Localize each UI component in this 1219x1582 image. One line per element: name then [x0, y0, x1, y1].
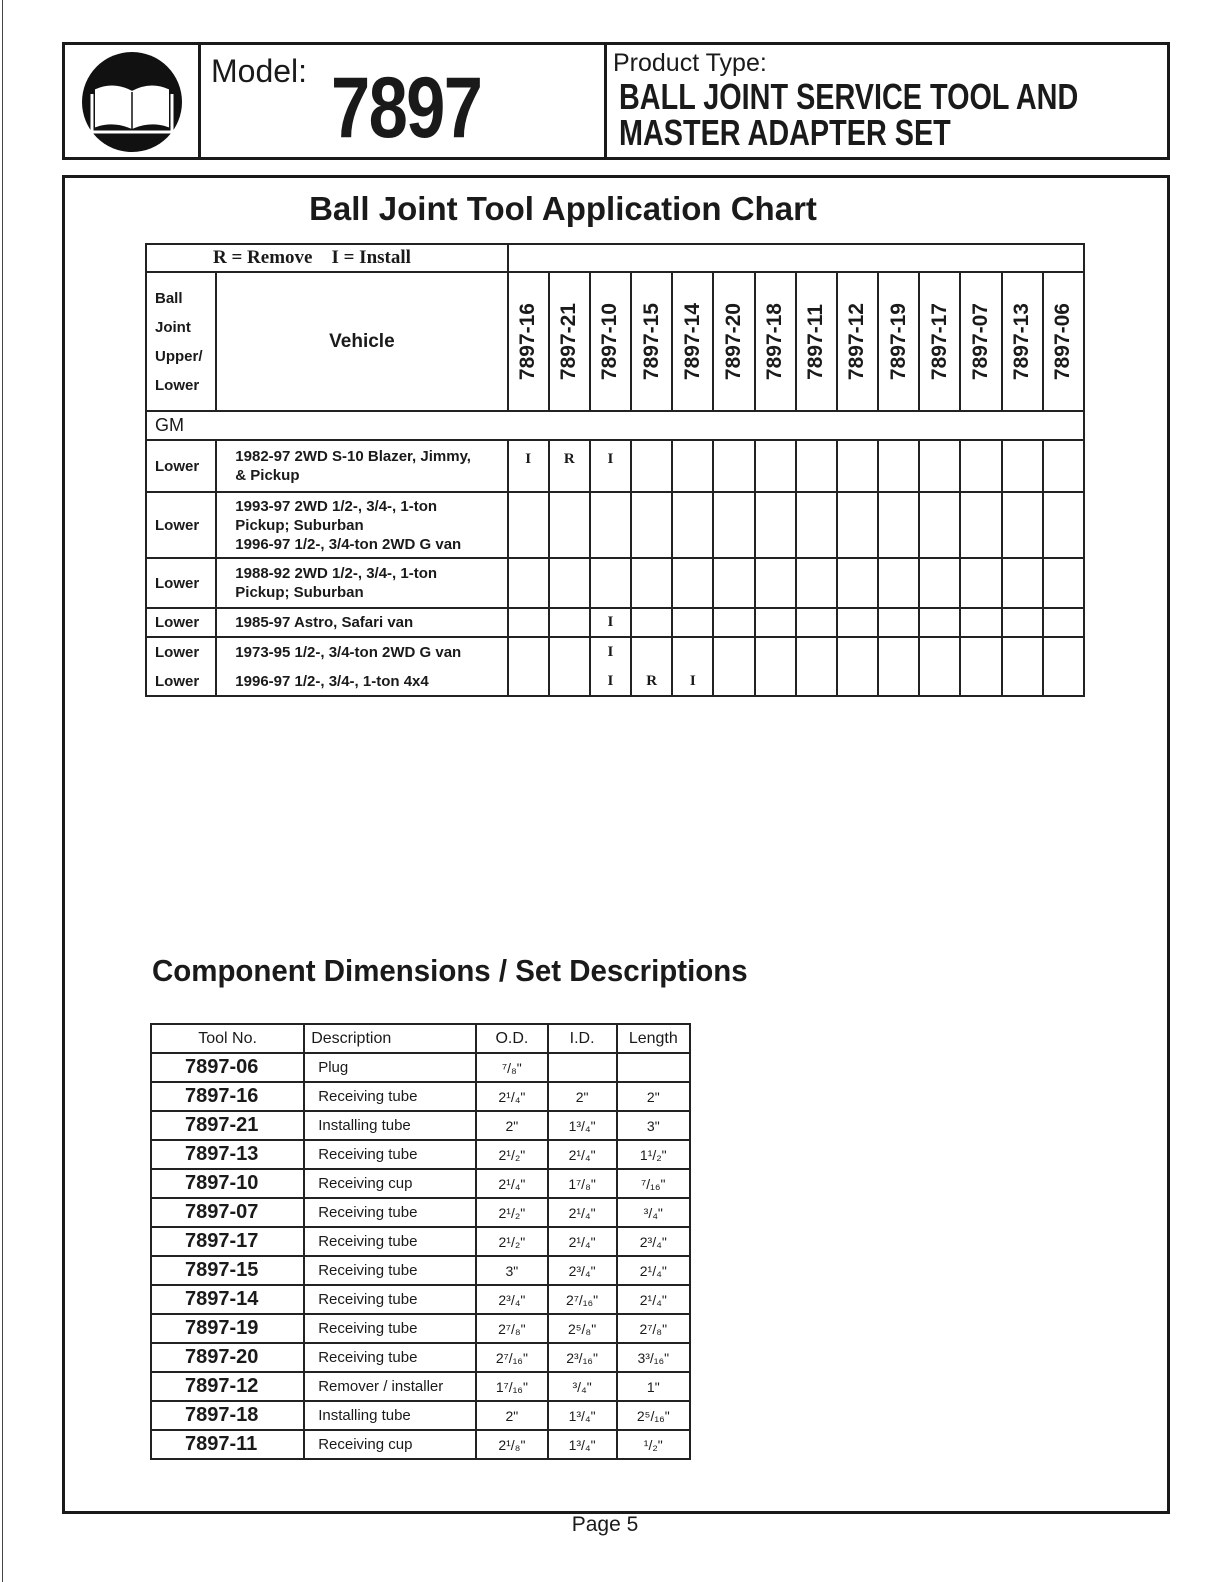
tool-mark-cell: [590, 558, 631, 608]
tool-mark-cell: [1043, 608, 1084, 637]
tool-mark-cell: [1002, 492, 1043, 558]
tool-mark-cell: [1043, 558, 1084, 608]
tool-mark-cell: [755, 608, 796, 637]
outer-diameter-cell: 2¹/₂": [476, 1140, 547, 1169]
tool-number: 7897-10: [598, 302, 622, 381]
legend-row: [146, 244, 1084, 272]
tool-number: 7897-07: [969, 302, 992, 381]
tool-mark-cell: [508, 608, 549, 637]
tool-column-header: [878, 272, 919, 411]
outer-diameter-cell: 2": [476, 1111, 547, 1140]
vehicle-cell: [216, 667, 507, 696]
tool-mark-cell: [919, 440, 960, 492]
component-row: [151, 1198, 690, 1227]
upper-lower-header-line: Joint: [155, 318, 191, 336]
description-cell: Receiving tube: [304, 1314, 476, 1343]
application-row: [146, 667, 1084, 696]
tool-mark-cell: [631, 637, 672, 667]
outer-diameter-cell: 2¹/₂": [476, 1198, 547, 1227]
length-cell: 2⁵/₁₆": [617, 1401, 690, 1430]
application-row: [146, 637, 1084, 667]
inner-diameter-cell: 2³/₄": [548, 1256, 617, 1285]
legend-cell: [146, 244, 508, 272]
length-cell: 3³/₁₆": [617, 1343, 690, 1372]
tool-mark-cell: [590, 492, 631, 558]
tool-column-header: [796, 272, 837, 411]
length-cell: 1¹/₂": [617, 1140, 690, 1169]
vehicle-cell: [216, 492, 507, 558]
tool-mark-cell: [919, 492, 960, 558]
description-cell: Installing tube: [304, 1401, 476, 1430]
tool-column-header: [1002, 272, 1043, 411]
tool-mark-cell: [508, 667, 549, 696]
tool-mark-cell: [1002, 667, 1043, 696]
tool-column-header: [1043, 272, 1084, 411]
description-cell: Remover / installer: [304, 1372, 476, 1401]
tool-column-header: [837, 272, 878, 411]
vehicle-line: 1988-92 2WD 1/2-, 3/4-, 1-ton: [235, 565, 438, 582]
component-row: [151, 1430, 690, 1459]
length-cell: 3": [617, 1111, 690, 1140]
tool-mark-cell: [549, 608, 590, 637]
tool-mark-cell: [1043, 637, 1084, 667]
tool-number: 7897-18: [763, 302, 787, 381]
tool-mark-cell: [508, 637, 549, 667]
component-row: [151, 1285, 690, 1314]
component-header-cell: Description: [304, 1024, 476, 1053]
vehicle-cell: [216, 637, 507, 667]
inner-diameter-cell: ³/₄": [548, 1372, 617, 1401]
description-cell: Receiving tube: [304, 1256, 476, 1285]
tool-mark-cell: [796, 637, 837, 667]
tool-number: 7897-11: [804, 303, 828, 380]
outer-diameter-cell: 2¹/₄": [476, 1082, 547, 1111]
tool-mark-cell: [837, 667, 878, 696]
tool-mark-cell: [713, 558, 754, 608]
tool-mark-cell: [837, 440, 878, 492]
tool-number: 7897-21: [557, 302, 581, 381]
tool-mark-cell: [960, 637, 1001, 667]
tool-number: 7897-12: [845, 302, 869, 381]
tool-mark-cell: [672, 637, 713, 667]
component-header-row: [151, 1024, 690, 1053]
tool-mark-cell: [508, 492, 549, 558]
tool-mark-cell: [796, 492, 837, 558]
tool-number: 7897-15: [639, 302, 663, 381]
vehicle-line: 1973-95 1/2-, 3/4-ton 2WD G van: [235, 644, 462, 661]
inner-diameter-cell: 1³/₄": [548, 1111, 617, 1140]
tool-mark-cell: [713, 608, 754, 637]
position-cell: Lower: [146, 637, 216, 667]
tool-number-cell: 7897-18: [151, 1401, 304, 1430]
tool-mark-cell: [1002, 608, 1043, 637]
component-row: [151, 1227, 690, 1256]
outer-diameter-cell: 1⁷/₁₆": [476, 1372, 547, 1401]
tool-mark-cell: I: [672, 667, 713, 696]
tool-mark-cell: [796, 667, 837, 696]
outer-diameter-cell: 2¹/₄": [476, 1169, 547, 1198]
tool-column-header: [755, 272, 796, 411]
outer-diameter-cell: 2⁷/₈": [476, 1314, 547, 1343]
tool-number: 7897-19: [886, 302, 910, 381]
tool-number-cell: 7897-11: [151, 1430, 304, 1459]
inner-diameter-cell: [548, 1053, 617, 1082]
component-row: [151, 1314, 690, 1343]
vehicle-line: Pickup; Suburban: [235, 584, 364, 601]
position-cell: Lower: [146, 492, 216, 558]
tool-column-header: [919, 272, 960, 411]
vehicle-line: 1985-97 Astro, Safari van: [235, 614, 414, 631]
description-cell: Receiving tube: [304, 1198, 476, 1227]
tool-mark-cell: [837, 492, 878, 558]
tool-mark-cell: [878, 637, 919, 667]
tool-mark-cell: [1002, 558, 1043, 608]
tool-mark-cell: [878, 608, 919, 637]
length-cell: 2⁷/₈": [617, 1314, 690, 1343]
upper-lower-header-line: Ball: [155, 289, 183, 307]
tool-mark-cell: [837, 637, 878, 667]
tool-mark-cell: [672, 492, 713, 558]
inner-diameter-cell: 2⁷/₁₆": [548, 1285, 617, 1314]
model-label: Model:: [211, 53, 308, 89]
upper-lower-header-line: Lower: [155, 376, 200, 394]
vehicle-header: Vehicle: [216, 272, 507, 411]
tool-mark-cell: I: [590, 637, 631, 667]
vehicle-line: & Pickup: [235, 467, 300, 484]
description-cell: Receiving tube: [304, 1227, 476, 1256]
description-cell: Installing tube: [304, 1111, 476, 1140]
tool-mark-cell: [960, 608, 1001, 637]
component-row: [151, 1169, 690, 1198]
application-chart-table: [145, 243, 1085, 697]
inner-diameter-cell: 1³/₄": [548, 1430, 617, 1459]
tool-mark-cell: [919, 667, 960, 696]
component-row: [151, 1401, 690, 1430]
tool-number-cell: 7897-07: [151, 1198, 304, 1227]
tool-number-cell: 7897-14: [151, 1285, 304, 1314]
inner-diameter-cell: 2³/₁₆": [548, 1343, 617, 1372]
description-cell: Receiving tube: [304, 1140, 476, 1169]
tool-column-header: [590, 272, 631, 411]
component-row: [151, 1372, 690, 1401]
product-type-line: BALL JOINT SERVICE TOOL AND: [619, 76, 1079, 117]
tool-number-cell: 7897-16: [151, 1082, 304, 1111]
tool-mark-cell: [672, 440, 713, 492]
upper-lower-header: [146, 272, 216, 411]
vehicle-line: 1996-97 1/2-, 3/4-, 1-ton 4x4: [235, 672, 429, 690]
component-row: [151, 1256, 690, 1285]
vehicle-cell: [216, 558, 507, 608]
vehicle-line: Pickup; Suburban: [235, 516, 364, 534]
inner-diameter-cell: 2": [548, 1082, 617, 1111]
length-cell: ³/₄": [617, 1198, 690, 1227]
tool-mark-cell: [549, 637, 590, 667]
tool-mark-cell: I: [590, 608, 631, 637]
tool-mark-cell: [878, 440, 919, 492]
tool-mark-cell: [631, 608, 672, 637]
position-cell: Lower: [146, 608, 216, 637]
tool-mark-cell: [878, 667, 919, 696]
component-header-cell: Length: [617, 1024, 690, 1053]
tool-mark-cell: [549, 667, 590, 696]
component-dimensions-table: [150, 1023, 691, 1460]
product-type-label: Product Type:: [613, 49, 767, 77]
description-cell: Receiving cup: [304, 1430, 476, 1459]
application-chart-title: Ball Joint Tool Application Chart: [309, 190, 817, 227]
length-cell: 2¹/₄": [617, 1285, 690, 1314]
tool-mark-cell: [713, 492, 754, 558]
tool-number: 7897-14: [680, 302, 704, 381]
group-label: GM: [146, 411, 1084, 440]
inner-diameter-cell: 2⁵/₈": [548, 1314, 617, 1343]
tool-mark-cell: [960, 558, 1001, 608]
model-number: 7897: [331, 60, 482, 156]
vehicle-cell: [216, 440, 507, 492]
tool-number: 7897-16: [516, 302, 540, 381]
outer-diameter-cell: 2³/₄": [476, 1285, 547, 1314]
description-cell: Plug: [304, 1053, 476, 1082]
outer-diameter-cell: 3": [476, 1256, 547, 1285]
tool-number-cell: 7897-12: [151, 1372, 304, 1401]
tool-mark-cell: I: [590, 440, 631, 492]
tool-column-header: [960, 272, 1001, 411]
tool-mark-cell: [837, 558, 878, 608]
inner-diameter-cell: 1⁷/₈": [548, 1169, 617, 1198]
tool-mark-cell: [631, 492, 672, 558]
tool-mark-cell: [755, 637, 796, 667]
component-dimensions-title: Component Dimensions / Set Descriptions: [152, 953, 748, 988]
tool-number-cell: 7897-19: [151, 1314, 304, 1343]
model-cell: [201, 45, 607, 157]
tool-mark-cell: [960, 440, 1001, 492]
component-header-cell: Tool No.: [151, 1024, 304, 1053]
vehicle-line: 1996-97 1/2-, 3/4-ton 2WD G van: [235, 535, 462, 553]
tool-number-cell: 7897-21: [151, 1111, 304, 1140]
position-cell: Lower: [146, 440, 216, 492]
tool-number-cell: 7897-17: [151, 1227, 304, 1256]
product-type-line: MASTER ADAPTER SET: [619, 112, 951, 153]
tool-column-header: [508, 272, 549, 411]
length-cell: ¹/₂": [617, 1430, 690, 1459]
tool-number-cell: 7897-10: [151, 1169, 304, 1198]
product-type-value: [619, 76, 1079, 153]
application-row: [146, 492, 1084, 558]
length-cell: 2¹/₄": [617, 1256, 690, 1285]
tool-mark-cell: [1002, 637, 1043, 667]
application-row: [146, 608, 1084, 637]
length-cell: 2": [617, 1082, 690, 1111]
legend-blank: [508, 244, 1084, 272]
tool-mark-cell: [672, 608, 713, 637]
length-cell: ⁷/₁₆": [617, 1169, 690, 1198]
tool-mark-cell: [919, 608, 960, 637]
tool-mark-cell: R: [631, 667, 672, 696]
description-cell: Receiving tube: [304, 1285, 476, 1314]
tool-mark-cell: [919, 637, 960, 667]
tool-mark-cell: R: [549, 440, 590, 492]
component-row: [151, 1140, 690, 1169]
vehicle-line: 1993-97 2WD 1/2-, 3/4-, 1-ton: [235, 497, 438, 515]
position-cell: Lower: [146, 558, 216, 608]
group-row: [146, 411, 1084, 440]
tool-mark-cell: [755, 558, 796, 608]
tool-column-header: [549, 272, 590, 411]
column-header-row: [146, 272, 1084, 411]
tool-column-header: [672, 272, 713, 411]
component-row: [151, 1343, 690, 1372]
component-row: [151, 1082, 690, 1111]
tool-column-header: [631, 272, 672, 411]
inner-diameter-cell: 1³/₄": [548, 1401, 617, 1430]
tool-number: 7897-20: [721, 302, 745, 381]
tool-mark-cell: [713, 637, 754, 667]
component-header-cell: O.D.: [476, 1024, 547, 1053]
position-cell: Lower: [146, 667, 216, 696]
tool-mark-cell: I: [590, 667, 631, 696]
tool-mark-cell: [631, 558, 672, 608]
tool-number: 7897-06: [1051, 302, 1075, 381]
manual-book-icon: [82, 52, 182, 152]
legend-text: R = Remove I = Install: [213, 247, 411, 268]
tool-mark-cell: [1002, 440, 1043, 492]
outer-diameter-cell: 2¹/₈": [476, 1430, 547, 1459]
tool-mark-cell: [878, 492, 919, 558]
tool-mark-cell: [919, 558, 960, 608]
tool-mark-cell: [631, 440, 672, 492]
component-row: [151, 1111, 690, 1140]
vehicle-cell: [216, 608, 507, 637]
tool-mark-cell: [755, 492, 796, 558]
outer-diameter-cell: 2¹/₂": [476, 1227, 547, 1256]
header-box: [62, 42, 1170, 160]
outer-diameter-cell: 2⁷/₁₆": [476, 1343, 547, 1372]
tool-mark-cell: [549, 492, 590, 558]
upper-lower-header-line: Upper/: [155, 347, 203, 365]
tool-mark-cell: [755, 440, 796, 492]
tool-mark-cell: [549, 558, 590, 608]
tool-mark-cell: [796, 608, 837, 637]
tool-number: 7897-17: [927, 302, 951, 381]
tool-mark-cell: [1043, 667, 1084, 696]
tool-mark-cell: [960, 492, 1001, 558]
logo-cell: [65, 45, 201, 157]
inner-diameter-cell: 2¹/₄": [548, 1198, 617, 1227]
page-number: Page 5: [571, 1513, 639, 1536]
tool-mark-cell: [713, 440, 754, 492]
application-row: [146, 558, 1084, 608]
tool-number-cell: 7897-06: [151, 1053, 304, 1082]
tool-mark-cell: [878, 558, 919, 608]
outer-diameter-cell: ⁷/₈": [476, 1053, 547, 1082]
tool-mark-cell: [837, 608, 878, 637]
inner-diameter-cell: 2¹/₄": [548, 1227, 617, 1256]
tool-mark-cell: I: [508, 440, 549, 492]
tool-mark-cell: [755, 667, 796, 696]
description-cell: Receiving tube: [304, 1343, 476, 1372]
tool-column-header: [713, 272, 754, 411]
tool-mark-cell: [796, 558, 837, 608]
page-edge-line: [2, 0, 3, 1582]
component-header-cell: I.D.: [548, 1024, 617, 1053]
inner-diameter-cell: 2¹/₄": [548, 1140, 617, 1169]
tool-mark-cell: [713, 667, 754, 696]
length-cell: 2³/₄": [617, 1227, 690, 1256]
tool-mark-cell: [508, 558, 549, 608]
component-row: [151, 1053, 690, 1082]
description-cell: Receiving tube: [304, 1082, 476, 1111]
tool-number-cell: 7897-15: [151, 1256, 304, 1285]
tool-mark-cell: [1043, 492, 1084, 558]
tool-mark-cell: [960, 667, 1001, 696]
length-cell: 1": [617, 1372, 690, 1401]
tool-number-cell: 7897-13: [151, 1140, 304, 1169]
description-cell: Receiving cup: [304, 1169, 476, 1198]
length-cell: [617, 1053, 690, 1082]
tool-number: 7897-13: [1010, 302, 1034, 381]
tool-mark-cell: [796, 440, 837, 492]
tool-mark-cell: [672, 558, 713, 608]
tool-mark-cell: [1043, 440, 1084, 492]
outer-diameter-cell: 2": [476, 1401, 547, 1430]
vehicle-line: 1982-97 2WD S-10 Blazer, Jimmy,: [235, 448, 471, 465]
application-row: [146, 440, 1084, 492]
tool-number-cell: 7897-20: [151, 1343, 304, 1372]
product-type-cell: [607, 45, 1167, 157]
